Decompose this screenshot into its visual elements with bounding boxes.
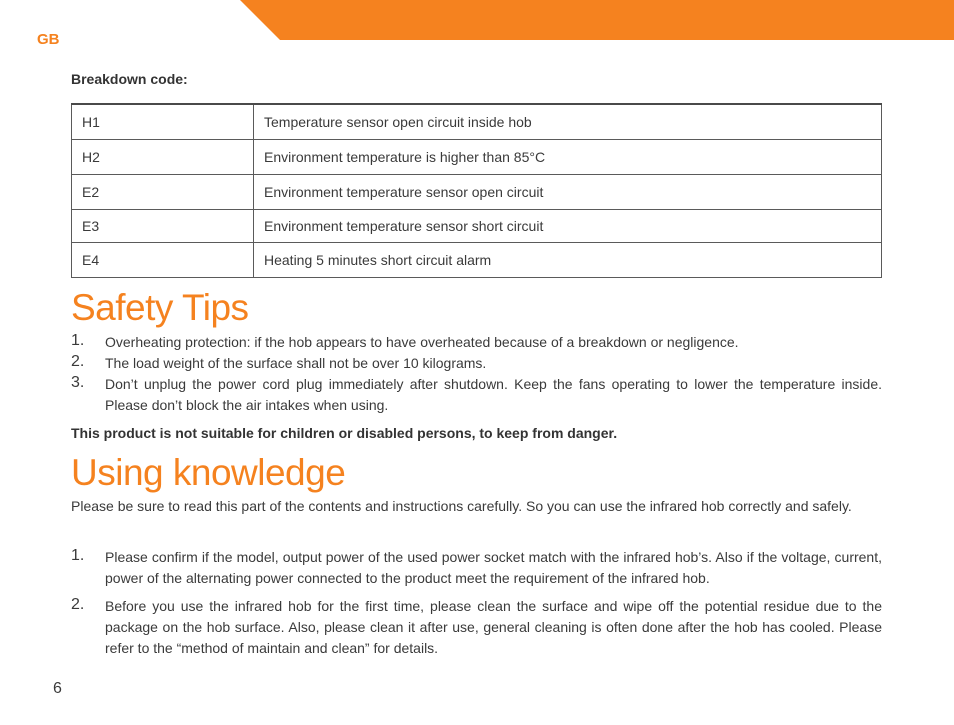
list-item-number: 3. [71, 374, 85, 391]
list-item-text: Overheating protection: if the hob appears to have overheated because of a breakdown or negligence. [105, 334, 739, 350]
list-item [71, 596, 882, 659]
list-item-number: 1. [71, 547, 85, 564]
table-row [72, 104, 882, 139]
table-row [72, 174, 882, 209]
list-item [71, 374, 882, 416]
code-cell: E4 [72, 242, 254, 277]
list-item-number: 1. [71, 332, 85, 349]
list-item-text: Please confirm if the model, output power of the used power socket match with the infrared hob’s. Also if the voltage, current, power of the alternating power connected to the product meet the requirement of the infrared hob. [105, 549, 882, 586]
language-label: GB [37, 31, 60, 48]
using-knowledge-list [71, 547, 882, 659]
code-cell: E3 [72, 209, 254, 242]
safety-tips-list [71, 332, 882, 416]
breakdown-code-table [71, 103, 882, 278]
list-item-number: 2. [71, 596, 85, 613]
description-cell: Temperature sensor open circuit inside hob [254, 104, 882, 139]
table-row [72, 242, 882, 277]
description-cell: Environment temperature is higher than 85°C [254, 139, 882, 174]
table-row [72, 209, 882, 242]
code-cell: H2 [72, 139, 254, 174]
list-item [71, 332, 882, 353]
header-accent-bar [0, 0, 954, 40]
code-cell: H1 [72, 104, 254, 139]
using-knowledge-intro: Please be sure to read this part of the contents and instructions carefully. So you can use the infrared hob correctly and safely. [71, 498, 852, 514]
list-item [71, 353, 882, 374]
breakdown-code-label: Breakdown code: [71, 71, 188, 87]
description-cell: Environment temperature sensor short circuit [254, 209, 882, 242]
table-row [72, 139, 882, 174]
page-number: 6 [53, 680, 62, 697]
list-item-text: Before you use the infrared hob for the first time, please clean the surface and wipe off the potential residue due to the package on the hob surface. Also, please clean it after use, general cleaning is often done after the hob has cooled. Please refer to the “method of maintain and clean” for details. [105, 598, 882, 656]
list-item-text: The load weight of the surface shall not be over 10 kilograms. [105, 355, 487, 371]
safety-warning: This product is not suitable for children or disabled persons, to keep from danger. [71, 425, 618, 441]
safety-tips-heading: Safety Tips [71, 287, 249, 328]
list-item-text: Don’t unplug the power cord plug immediately after shutdown. Keep the fans operating to lower the temperature inside. Please don’t block the air intakes when using. [105, 376, 882, 413]
code-cell: E2 [72, 174, 254, 209]
list-item-number: 2. [71, 353, 85, 370]
description-cell: Heating 5 minutes short circuit alarm [254, 242, 882, 277]
list-item [71, 547, 882, 589]
description-cell: Environment temperature sensor open circuit [254, 174, 882, 209]
using-knowledge-heading: Using knowledge [71, 452, 346, 493]
